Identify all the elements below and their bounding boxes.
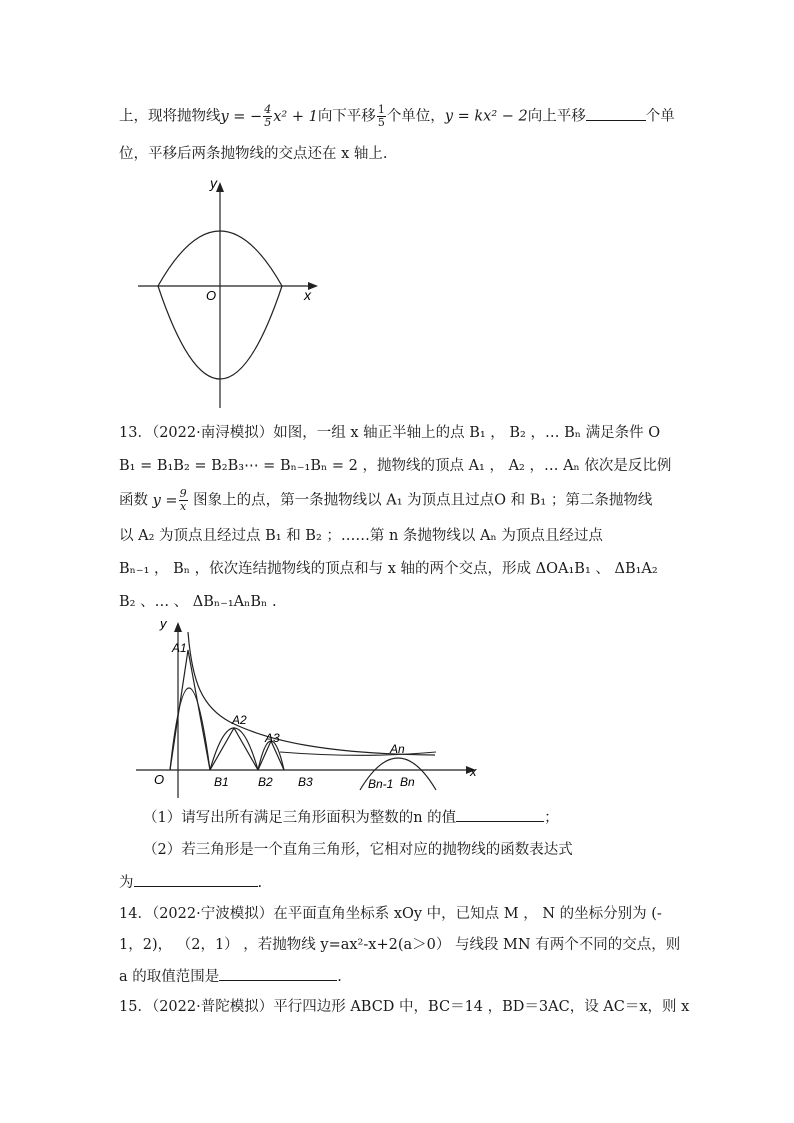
answer-blank[interactable] <box>586 106 646 121</box>
figure-parabola-sequence <box>130 612 490 802</box>
hyperbola-curve <box>188 632 435 755</box>
label-B2: B2 <box>258 775 273 789</box>
q2-line2: 为 . <box>119 872 262 893</box>
fraction: $\frac{4}{5}$ <box>264 103 272 129</box>
p13-line2: B₁ = B₁B₂ = B₂B₃⋯ = Bₙ₋₁Bₙ = 2 ，抛物线的顶点 A₁ ， A₂ ，… Aₙ 依次是反比例 <box>119 458 672 474</box>
parabola-2 <box>210 728 258 770</box>
p15-line1: 15．（2022·普陀模拟）平行四边形 ABCD 中，BC＝14 ，BD＝3AC，设 AC＝x，则 x <box>119 999 690 1015</box>
y-axis-label: y <box>210 175 217 191</box>
fraction: $\frac{1}{5}$ <box>377 103 385 129</box>
label-A2: A2 <box>232 713 247 727</box>
label-B1: B1 <box>214 775 229 789</box>
equation-1: y = − $\frac{4}{5}$ x² + 1 <box>220 103 318 129</box>
p14-line3: a 的取值范围是 . <box>119 966 342 987</box>
fraction: $\frac{9}{x}$ <box>179 487 187 513</box>
p13-line1: 13．（2022·南浔模拟）如图，一组 x 轴正半轴上的点 B₁ ， B₂ ，… Bₙ 满足条件 O <box>119 425 661 441</box>
y-axis-label: y <box>160 616 167 631</box>
parabola-3 <box>258 741 284 770</box>
label-B3: B3 <box>298 775 313 789</box>
label-A1: A1 <box>172 641 187 655</box>
figure-parabolas <box>130 172 330 412</box>
equation-2: y = kx² − 2 <box>444 108 528 125</box>
answer-blank[interactable] <box>134 872 258 887</box>
triangle-1 <box>170 650 210 770</box>
equation-inverse: y = $\frac{9}{x}$ <box>152 487 187 513</box>
y-axis-arrow <box>216 182 224 192</box>
p13-line4: 以 A₂ 为顶点且经过点 B₁ 和 B₂ ；……第 n 条抛物线以 Aₙ 为顶点且经过点 <box>119 528 603 544</box>
q1-line: （1）请写出所有满足三角形面积为整数的n 的值 ； <box>143 807 559 828</box>
origin-label: O <box>206 288 217 303</box>
p13-line5: Bₙ₋₁ ， Bₙ ，依次连结抛物线的顶点和与 x 轴的两个交点，形成 ΔOA₁B₁ 、 ΔB₁A₂ <box>119 561 658 577</box>
answer-blank[interactable] <box>456 807 544 822</box>
label-Bn1: Bn-1 <box>368 777 394 791</box>
p12-line1: 上，现将抛物线y = − $\frac{4}{5}$ x² + 1向下平移 $\frac{1}{5}$ 个单位，y = kx² − 2向上平移 个单 <box>119 103 675 129</box>
p12-line2: 位，平移后两条抛物线的交点还在 x 轴上. <box>119 146 388 162</box>
origin-label: O <box>154 772 165 787</box>
p14-line2: 1，2)， （2，1） ，若抛物线 y=ax²-x+2(a＞0） 与线段 MN 有两个不同的交点，则 <box>119 937 681 953</box>
p13-line3: 函数 y = $\frac{9}{x}$ 图象上的点，第一条抛物线以 A₁ 为顶点且过点O 和 B₁ ；第二条抛物线 <box>119 487 653 513</box>
x-axis-label: x <box>470 764 477 779</box>
q2-line1: （2）若三角形是一个直角三角形，它相对应的抛物线的函数表达式 <box>143 842 573 858</box>
p13-line6: B₂ 、… 、 ΔBₙ₋₁AₙBₙ . <box>119 594 277 610</box>
x-axis-label: x <box>304 287 311 303</box>
p14-line1: 14．（2022·宁波模拟）在平面直角坐标系 xOy 中，已知点 M ， N 的坐标分别为 (- <box>119 906 662 922</box>
y-axis-arrow <box>174 622 182 632</box>
label-Bn: Bn <box>400 775 415 789</box>
answer-blank[interactable] <box>219 966 337 981</box>
label-A3: A3 <box>265 731 280 745</box>
label-An: An <box>390 742 405 756</box>
